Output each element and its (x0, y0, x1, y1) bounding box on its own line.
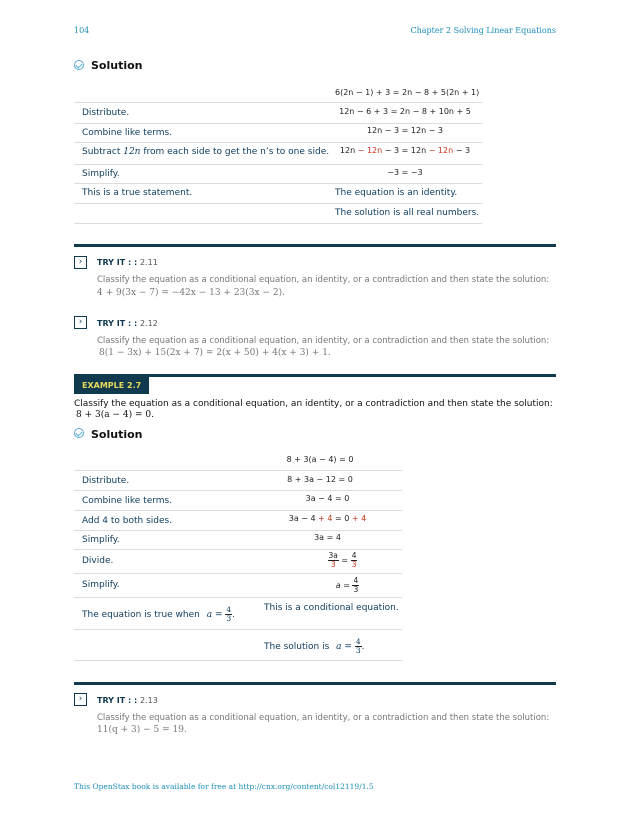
chevron-right-icon[interactable]: › (74, 256, 87, 269)
step-equation: 12n − 6 + 3 = 2n − 8 + 10n + 5 (339, 107, 471, 116)
step-equation: $\frac{3a}{3}$ = $\frac{4}{3}$ (328, 551, 357, 569)
solution-heading: Solution (91, 428, 143, 441)
example-text: Classify the equation as a conditional equation, an identity, or a contradiction and then state the solution: (74, 399, 553, 409)
step-equation: −3 = −3 (387, 168, 423, 177)
start-equation: 6(2n − 1) + 3 = 2n − 8 + 5(2n + 1) (335, 88, 480, 97)
try-it-heading: TRY IT : : 2.12 (97, 319, 158, 328)
step-equation: 12n − 3 = 12n − 3 (366, 126, 444, 135)
chevron-right-icon[interactable]: › (74, 316, 87, 329)
step-label: Subtract 12n from each side to get the n’s to one side. (82, 147, 330, 157)
solution-heading: Solution (91, 59, 143, 72)
step-label: Distribute. (82, 476, 130, 486)
chevron-right-icon[interactable]: › (74, 693, 87, 706)
example-math: 8 + 3(a − 4) = 0. (76, 410, 154, 420)
page-number: 104 (74, 26, 90, 35)
try-it-text: Classify the equation as a conditional equation, an identity, or a contradiction and then state the solution: (97, 275, 550, 285)
try-it-math: 4 + 9(3x − 7) = −42x − 13 + 23(3x − 2). (97, 288, 285, 298)
step-label: Divide. (82, 556, 114, 566)
solution-statement: The solution is all real numbers. (335, 208, 480, 218)
solution-statement: The solution is a = $\frac{4}{3}$ . (264, 637, 365, 655)
step-equation: 3a − 4 = 0 (305, 494, 350, 503)
try-it-heading: TRY IT : : 2.13 (97, 696, 158, 705)
true-when-statement: The equation is true when a = $\frac{4}{3}$ . (82, 605, 236, 623)
try-it-heading: TRY IT : : 2.11 (97, 258, 158, 267)
start-equation: 8 + 3(a − 4) = 0 (286, 455, 354, 464)
conditional-conclusion: This is a conditional equation. (264, 603, 399, 613)
identity-conclusion: The equation is an identity. (335, 188, 458, 198)
step-label: Combine like terms. (82, 128, 173, 138)
true-statement: This is a true statement. (82, 188, 193, 198)
step-label: Distribute. (82, 108, 130, 118)
step-label: Simplify. (82, 580, 120, 590)
chapter-title: Chapter 2 Solving Linear Equations (410, 26, 556, 35)
step-equation: 3a = 4 (314, 533, 341, 542)
check-icon (74, 60, 84, 70)
step-equation: 12n − 12n − 3 = 12n − 12n − 3 (339, 146, 471, 155)
try-it-text: Classify the equation as a conditional equation, an identity, or a contradiction and then state the solution: (97, 713, 550, 723)
try-it-text: Classify the equation as a conditional equation, an identity, or a contradiction and then state the solution: (97, 336, 550, 346)
step-equation: a = $\frac{4}{3}$ (335, 576, 359, 594)
step-equation: 3a − 4 + 4 = 0 + 4 (288, 514, 367, 523)
step-equation: 8 + 3a − 12 = 0 (287, 475, 353, 484)
try-it-math: 8(1 − 3x) + 15(2x + 7) = 2(x + 50) + 4(x + 3) + 1. (99, 348, 331, 358)
step-label: Simplify. (82, 169, 120, 179)
try-it-math: 11(q + 3) − 5 = 19. (97, 725, 187, 735)
example-badge: EXAMPLE 2.7 (74, 377, 149, 394)
step-label: Combine like terms. (82, 496, 173, 506)
step-label: Simplify. (82, 535, 120, 545)
footer-text: This OpenStax book is available for free at http://cnx.org/content/col12119/1.5 (74, 782, 374, 791)
check-icon (74, 428, 84, 438)
step-label: Add 4 to both sides. (82, 516, 173, 526)
